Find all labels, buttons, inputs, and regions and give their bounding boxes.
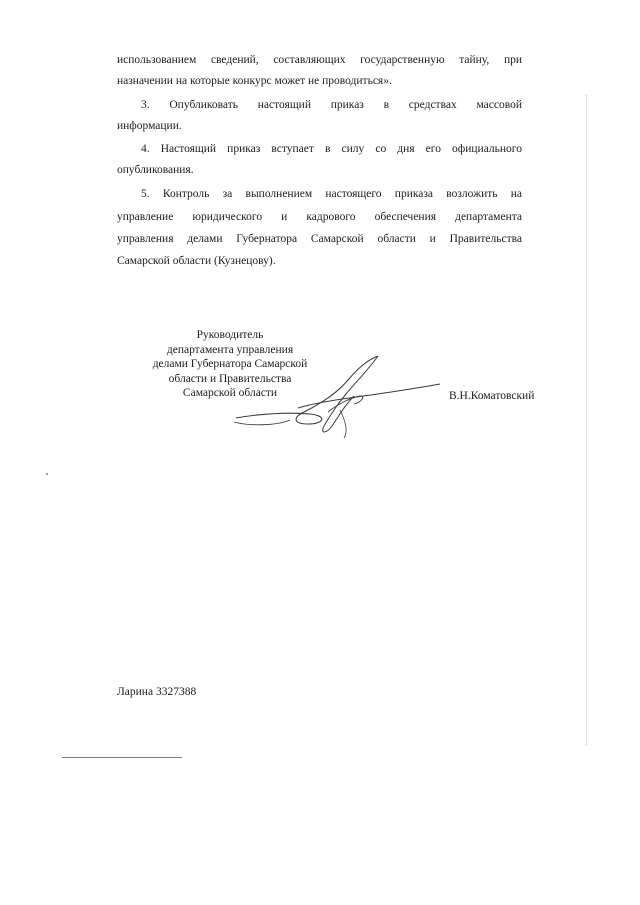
scan-edge-artifact [586, 95, 587, 745]
paragraph-continuation-line-2: назначении на которые конкурс может не проводиться». [117, 75, 392, 87]
signatory-position-line-2: департамента управления [166, 343, 294, 356]
executor-note: Ларина 3327388 [117, 686, 197, 698]
signatory-position-line-3: делами Губернатора Самарской [152, 358, 308, 370]
scan-dot-artifact [46, 473, 48, 475]
point-4-line-1: 4. Настоящий приказ вступает в силу со дня его официального [141, 143, 522, 155]
point-3-line-1: 3. Опубликовать настоящий приказ в средствах массовой [141, 99, 522, 111]
paragraph-continuation-line-1: использованием сведений, составляющих государственную тайну, при [117, 54, 522, 66]
handwritten-signature [228, 352, 448, 442]
point-4-line-2: опубликования. [117, 164, 194, 176]
signatory-position-line-1: Руководитель [196, 329, 264, 341]
signatory-position-line-4: области и Правительства [168, 372, 292, 385]
footnote-divider [62, 757, 182, 758]
point-5-line-3: управления делами Губернатора Самарской области и Правительства [117, 233, 522, 245]
signatory-position-line-5: Самарской области [182, 387, 278, 399]
point-3-line-2: информации. [117, 120, 182, 132]
point-5-line-1: 5. Контроль за выполнением настоящего приказа возложить на [141, 188, 522, 200]
point-5-line-4: Самарской области (Кузнецову). [117, 255, 276, 267]
point-5-line-2: управление юридического и кадрового обеспечения департамента [117, 211, 522, 223]
signer-name: В.Н.Коматовский [449, 390, 535, 402]
